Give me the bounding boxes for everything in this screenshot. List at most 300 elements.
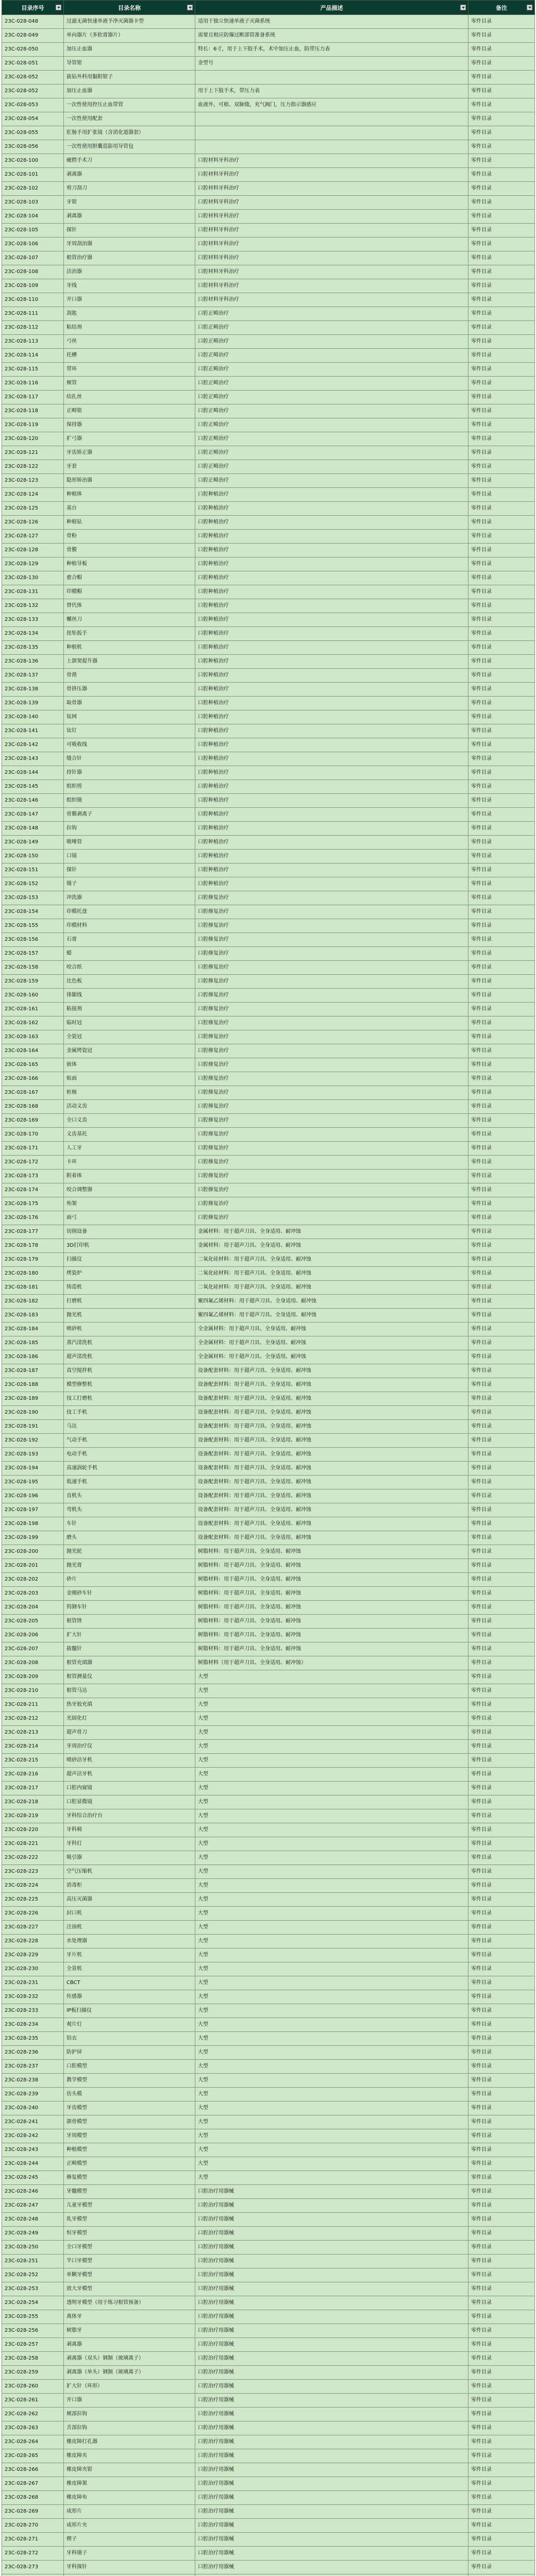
table-row[interactable]	[2, 1865, 535, 1879]
cell-name[interactable]: 口镜	[64, 850, 195, 863]
table-row[interactable]	[2, 2324, 535, 2338]
cell-remark[interactable]: 零件目录	[468, 1225, 535, 1239]
cell-description[interactable]: 大型	[195, 1754, 468, 1768]
cell-name[interactable]	[64, 2574, 195, 2576]
cell-code[interactable]: 23C-028-230	[2, 1962, 64, 1976]
table-row[interactable]	[2, 2060, 535, 2074]
cell-code[interactable]: 23C-028-131	[2, 585, 64, 599]
cell-code[interactable]: 23C-028-251	[2, 2255, 64, 2268]
cell-remark[interactable]: 零件目录	[468, 1030, 535, 1044]
cell-description[interactable]: 口腔种植治疗	[195, 794, 468, 808]
table-row[interactable]	[2, 1183, 535, 1197]
cell-code[interactable]: 23C-028-166	[2, 1072, 64, 1086]
cell-code[interactable]: 23C-028-231	[2, 1976, 64, 1990]
cell-name[interactable]: 牙科椅	[64, 1823, 195, 1837]
table-row[interactable]	[2, 1406, 535, 1420]
cell-code[interactable]: 23C-028-168	[2, 1100, 64, 1114]
cell-remark[interactable]: 零件目录	[468, 1211, 535, 1225]
cell-code[interactable]: 23C-028-186	[2, 1350, 64, 1364]
cell-name[interactable]: 高压灭菌器	[64, 1893, 195, 1907]
cell-name[interactable]: 橡皮障夹钳	[64, 2463, 195, 2477]
cell-description[interactable]: 口腔材料牙科治疗	[195, 182, 468, 196]
cell-description[interactable]: 口腔治疗用器械	[195, 2491, 468, 2505]
cell-name[interactable]: 种植模型	[64, 2143, 195, 2157]
table-row[interactable]	[2, 293, 535, 307]
cell-code[interactable]: 23C-028-175	[2, 1197, 64, 1211]
cell-description[interactable]: 大型	[195, 1684, 468, 1698]
cell-code[interactable]: 23C-028-127	[2, 530, 64, 544]
cell-remark[interactable]: 零件目录	[468, 1545, 535, 1559]
cell-code[interactable]: 23C-028-220	[2, 1823, 64, 1837]
table-row[interactable]	[2, 1615, 535, 1629]
table-row[interactable]	[2, 544, 535, 557]
cell-name[interactable]: 乳牙模型	[64, 2213, 195, 2227]
cell-remark[interactable]: 零件目录	[468, 154, 535, 168]
cell-name[interactable]: 上颌窦提升器	[64, 655, 195, 669]
cell-name[interactable]: 恒牙模型	[64, 2227, 195, 2241]
cell-remark[interactable]: 零件目录	[468, 544, 535, 557]
cell-remark[interactable]: 零件目录	[468, 1044, 535, 1058]
cell-remark[interactable]: 零件目录	[468, 2102, 535, 2115]
cell-description[interactable]: 大型	[195, 2115, 468, 2129]
cell-description[interactable]: 大型	[195, 2046, 468, 2060]
cell-name[interactable]: 透明牙模型（用于练习根管预备）	[64, 2296, 195, 2310]
table-row[interactable]	[2, 530, 535, 544]
cell-description[interactable]: 口腔修复治疗	[195, 919, 468, 933]
cell-description[interactable]: 树脂材料：用于超声刀具、全身适用、耐冲蚀	[195, 1642, 468, 1656]
cell-name[interactable]: 活动义齿	[64, 1100, 195, 1114]
cell-description[interactable]: 口腔种植治疗	[195, 669, 468, 683]
cell-name[interactable]: 正畸模型	[64, 2157, 195, 2171]
table-row[interactable]	[2, 1058, 535, 1072]
cell-code[interactable]: 23C-028-190	[2, 1406, 64, 1420]
cell-remark[interactable]: 零件目录	[468, 1170, 535, 1183]
cell-code[interactable]: 23C-028-243	[2, 2143, 64, 2157]
table-row[interactable]	[2, 1072, 535, 1086]
cell-description[interactable]: 树脂材料：用于超声刀具、全身适用、耐冲蚀	[195, 1601, 468, 1615]
cell-description[interactable]: 口腔治疗用器械	[195, 2561, 468, 2574]
table-row[interactable]	[2, 1726, 535, 1740]
cell-code[interactable]: 23C-028-100	[2, 154, 64, 168]
cell-code[interactable]: 23C-028-112	[2, 321, 64, 335]
cell-code[interactable]: 23C-028-136	[2, 655, 64, 669]
cell-remark[interactable]: 零件目录	[468, 961, 535, 975]
cell-remark[interactable]: 零件目录	[468, 863, 535, 877]
table-row[interactable]	[2, 1698, 535, 1712]
cell-remark[interactable]: 零件目录	[468, 669, 535, 683]
cell-description[interactable]: 口腔正畸治疗	[195, 460, 468, 474]
cell-code[interactable]: 23C-028-260	[2, 2380, 64, 2394]
table-row[interactable]	[2, 752, 535, 766]
cell-code[interactable]: 23C-028-106	[2, 238, 64, 251]
table-row[interactable]	[2, 766, 535, 780]
cell-description[interactable]: 二氧化硅材料：用于超声刀具、全身适用、耐冲蚀	[195, 1253, 468, 1267]
cell-remark[interactable]: 零件目录	[468, 251, 535, 265]
cell-description[interactable]: 口腔正畸治疗	[195, 335, 468, 349]
cell-name[interactable]: 卡环	[64, 1156, 195, 1170]
table-row[interactable]	[2, 29, 535, 43]
cell-remark[interactable]: 零件目录	[468, 502, 535, 516]
cell-description[interactable]: 口腔材料牙科治疗	[195, 279, 468, 293]
table-row[interactable]	[2, 2018, 535, 2032]
cell-remark[interactable]: 零件目录	[468, 1350, 535, 1364]
cell-name[interactable]: 拔钻外科用黏附钳子	[64, 71, 195, 84]
filter-dropdown-icon[interactable]	[187, 5, 193, 10]
table-row[interactable]	[2, 474, 535, 488]
cell-description[interactable]: 口腔种植治疗	[195, 544, 468, 557]
cell-description[interactable]	[195, 71, 468, 84]
cell-description[interactable]: 口腔种植治疗	[195, 738, 468, 752]
cell-description[interactable]	[195, 112, 468, 126]
cell-name[interactable]: 剥离器（双头）钢制（玻璃离子）	[64, 2352, 195, 2366]
cell-remark[interactable]: 零件目录	[468, 2185, 535, 2199]
table-row[interactable]	[2, 126, 535, 140]
cell-remark[interactable]: 零件目录	[468, 363, 535, 377]
cell-name[interactable]: 骨凿	[64, 669, 195, 683]
cell-name[interactable]: 仿头模	[64, 2088, 195, 2102]
cell-code[interactable]: 23C-028-241	[2, 2115, 64, 2129]
cell-description[interactable]: 口腔材料牙科治疗	[195, 293, 468, 307]
cell-remark[interactable]: 零件目录	[468, 850, 535, 863]
table-row[interactable]	[2, 404, 535, 418]
cell-name[interactable]: 面弓	[64, 1211, 195, 1225]
cell-remark[interactable]: 零件目录	[468, 1670, 535, 1684]
cell-code[interactable]: 23C-028-134	[2, 627, 64, 641]
cell-remark[interactable]: 零件目录	[468, 488, 535, 502]
table-row[interactable]	[2, 2115, 535, 2129]
cell-code[interactable]: 23C-028-213	[2, 1726, 64, 1740]
cell-description[interactable]: 口腔种植治疗	[195, 808, 468, 822]
table-row[interactable]	[2, 1489, 535, 1503]
table-row[interactable]	[2, 961, 535, 975]
cell-code[interactable]: 23C-028-124	[2, 488, 64, 502]
cell-description[interactable]: 口腔种植治疗	[195, 516, 468, 530]
cell-code[interactable]: 23C-028-056	[2, 140, 64, 154]
cell-name[interactable]: 粘接剂	[64, 1003, 195, 1016]
table-row[interactable]	[2, 1795, 535, 1809]
table-row[interactable]	[2, 2157, 535, 2171]
cell-description[interactable]: 口腔修复治疗	[195, 961, 468, 975]
cell-name[interactable]: 喷砂机	[64, 1323, 195, 1336]
table-row[interactable]	[2, 1128, 535, 1142]
cell-code[interactable]: 23C-028-212	[2, 1712, 64, 1726]
table-row[interactable]	[2, 307, 535, 321]
cell-description[interactable]: 大型	[195, 1962, 468, 1976]
cell-code[interactable]: 23C-028-207	[2, 1642, 64, 1656]
table-row[interactable]	[2, 1809, 535, 1823]
cell-code[interactable]: 23C-028-249	[2, 2227, 64, 2241]
cell-code[interactable]: 23C-028-259	[2, 2366, 64, 2380]
cell-description[interactable]: 大型	[195, 2171, 468, 2185]
cell-code[interactable]: 23C-028-194	[2, 1462, 64, 1476]
table-row[interactable]	[2, 710, 535, 724]
table-row[interactable]	[2, 1364, 535, 1378]
cell-remark[interactable]: 零件目录	[468, 432, 535, 446]
cell-description[interactable]: 口腔治疗用器械	[195, 2394, 468, 2408]
cell-code[interactable]: 23C-028-110	[2, 293, 64, 307]
cell-description[interactable]: 树脂材料：用于超声刀具、全身适用、耐冲蚀	[195, 1545, 468, 1559]
cell-name[interactable]: 骨膜	[64, 544, 195, 557]
cell-name[interactable]: 根管治疗器	[64, 251, 195, 265]
cell-code[interactable]: 23C-028-209	[2, 1670, 64, 1684]
cell-remark[interactable]: 零件目录	[468, 1239, 535, 1253]
cell-code[interactable]: 23C-028-170	[2, 1128, 64, 1142]
table-row[interactable]	[2, 2227, 535, 2241]
cell-description[interactable]: 大型	[195, 1893, 468, 1907]
table-row[interactable]	[2, 1434, 535, 1448]
table-row[interactable]	[2, 1295, 535, 1309]
cell-name[interactable]: 桩核	[64, 1086, 195, 1100]
cell-name[interactable]: 牙齿模型	[64, 2102, 195, 2115]
cell-code[interactable]: 23C-028-122	[2, 460, 64, 474]
cell-description[interactable]: 大型	[195, 1740, 468, 1754]
cell-description[interactable]: 口腔修复治疗	[195, 905, 468, 919]
table-row[interactable]	[2, 1573, 535, 1587]
table-row[interactable]	[2, 224, 535, 238]
cell-name[interactable]: 牙套	[64, 460, 195, 474]
cell-name[interactable]: 铸造机	[64, 1281, 195, 1295]
cell-name[interactable]: 气动手机	[64, 1434, 195, 1448]
cell-remark[interactable]: 零件目录	[468, 571, 535, 585]
cell-code[interactable]: 23C-028-248	[2, 2213, 64, 2227]
cell-code[interactable]: 23C-028-102	[2, 182, 64, 196]
table-row[interactable]	[2, 1016, 535, 1030]
table-row[interactable]	[2, 2449, 535, 2463]
cell-description[interactable]: 大型	[195, 1712, 468, 1726]
cell-name[interactable]: 拉钩	[64, 822, 195, 836]
cell-name[interactable]: 根管马达	[64, 1684, 195, 1698]
table-row[interactable]	[2, 683, 535, 697]
cell-remark[interactable]: 零件目录	[468, 1698, 535, 1712]
cell-name[interactable]: 保持器	[64, 418, 195, 432]
cell-remark[interactable]: 零件目录	[468, 1183, 535, 1197]
table-row[interactable]	[2, 2338, 535, 2352]
cell-description[interactable]: 口腔正畸治疗	[195, 307, 468, 321]
table-row[interactable]	[2, 2171, 535, 2185]
table-row[interactable]	[2, 2268, 535, 2282]
cell-code[interactable]: 23C-028-215	[2, 1754, 64, 1768]
cell-code[interactable]: 23C-028-258	[2, 2352, 64, 2366]
cell-remark[interactable]: 零件目录	[468, 1016, 535, 1030]
cell-name[interactable]: 蜡	[64, 947, 195, 961]
cell-name[interactable]: 橡皮障架	[64, 2477, 195, 2491]
cell-code[interactable]: 23C-028-253	[2, 2282, 64, 2296]
cell-code[interactable]: 23C-028-172	[2, 1156, 64, 1170]
cell-description[interactable]: 口腔种植治疗	[195, 780, 468, 794]
cell-remark[interactable]: 零件目录	[468, 1462, 535, 1476]
cell-description[interactable]: 口腔治疗用器械	[195, 2477, 468, 2491]
cell-description[interactable]: 口腔修复治疗	[195, 1058, 468, 1072]
table-row[interactable]	[2, 321, 535, 335]
cell-remark[interactable]: 零件目录	[468, 1323, 535, 1336]
cell-description[interactable]: 全金属材料：用于超声刀具、全身适用、耐冲蚀	[195, 1323, 468, 1336]
cell-description[interactable]: 口腔种植治疗	[195, 697, 468, 710]
cell-remark[interactable]: 零件目录	[468, 1267, 535, 1281]
cell-remark[interactable]: 零件目录	[468, 224, 535, 238]
cell-name[interactable]: 剥离器	[64, 210, 195, 224]
cell-name[interactable]: 钛钉	[64, 724, 195, 738]
cell-description[interactable]: 树脂材料：用于超声刀具、全身适用、耐冲蚀	[195, 1587, 468, 1601]
cell-description[interactable]: 口腔正畸治疗	[195, 363, 468, 377]
table-row[interactable]	[2, 738, 535, 752]
cell-remark[interactable]: 零件目录	[468, 1197, 535, 1211]
cell-remark[interactable]: 零件目录	[468, 418, 535, 432]
cell-code[interactable]: 23C-028-107	[2, 251, 64, 265]
cell-code[interactable]: 23C-028-235	[2, 2032, 64, 2046]
table-row[interactable]	[2, 1740, 535, 1754]
cell-code[interactable]: 23C-028-152	[2, 877, 64, 891]
table-row[interactable]	[2, 655, 535, 669]
cell-remark[interactable]: 零件目录	[468, 1851, 535, 1865]
cell-code[interactable]: 23C-028-159	[2, 975, 64, 989]
cell-remark[interactable]: 零件目录	[468, 98, 535, 112]
cell-code[interactable]: 23C-028-238	[2, 2074, 64, 2088]
cell-code[interactable]: 23C-028-158	[2, 961, 64, 975]
cell-remark[interactable]: 零件目录	[468, 1392, 535, 1406]
cell-remark[interactable]: 零件目录	[468, 335, 535, 349]
cell-code[interactable]: 23C-028-257	[2, 2338, 64, 2352]
cell-name[interactable]: 全口义齿	[64, 1114, 195, 1128]
cell-description[interactable]: 大型	[195, 1837, 468, 1851]
cell-code[interactable]: 23C-028-050	[2, 43, 64, 57]
table-row[interactable]	[2, 1114, 535, 1128]
cell-remark[interactable]: 零件目录	[468, 2519, 535, 2533]
table-row[interactable]	[2, 599, 535, 613]
cell-remark[interactable]: 零件目录	[468, 1768, 535, 1782]
cell-remark[interactable]: 零件目录	[468, 1754, 535, 1768]
table-row[interactable]	[2, 432, 535, 446]
cell-name[interactable]: 热牙胶充填	[64, 1698, 195, 1712]
column-header-remark[interactable]	[468, 1, 535, 15]
cell-description[interactable]: 口腔正畸治疗	[195, 474, 468, 488]
cell-remark[interactable]: 零件目录	[468, 2004, 535, 2018]
cell-name[interactable]: 剥离器	[64, 2338, 195, 2352]
table-row[interactable]	[2, 794, 535, 808]
cell-code[interactable]: 23C-028-129	[2, 557, 64, 571]
table-row[interactable]	[2, 877, 535, 891]
table-row[interactable]	[2, 154, 535, 168]
cell-code[interactable]: 23C-028-157	[2, 947, 64, 961]
cell-code[interactable]: 23C-028-182	[2, 1295, 64, 1309]
cell-name[interactable]: 观片灯	[64, 2018, 195, 2032]
cell-description[interactable]: 大型	[195, 1907, 468, 1921]
cell-code[interactable]: 23C-028-113	[2, 335, 64, 349]
cell-name[interactable]: 牙周治疗仪	[64, 1740, 195, 1754]
cell-name[interactable]: 铅衣	[64, 2032, 195, 2046]
cell-name[interactable]: 3D打印机	[64, 1239, 195, 1253]
cell-remark[interactable]: 零件目录	[468, 1559, 535, 1573]
table-row[interactable]	[2, 2435, 535, 2449]
cell-description[interactable]: 大型	[195, 1698, 468, 1712]
cell-name[interactable]: 牙科灯	[64, 1837, 195, 1851]
table-row[interactable]	[2, 15, 535, 29]
cell-remark[interactable]: 零件目录	[468, 1309, 535, 1323]
cell-remark[interactable]: 零件目录	[468, 112, 535, 126]
cell-remark[interactable]: 零件目录	[468, 2241, 535, 2255]
cell-code[interactable]: 23C-028-162	[2, 1016, 64, 1030]
cell-name[interactable]: 超声骨刀	[64, 1726, 195, 1740]
cell-name[interactable]: 单向器片（多软膏器片）	[64, 29, 195, 43]
cell-remark[interactable]: 零件目录	[468, 877, 535, 891]
table-row[interactable]	[2, 2143, 535, 2157]
cell-code[interactable]: 23C-028-242	[2, 2129, 64, 2143]
table-row[interactable]	[2, 1656, 535, 1670]
table-row[interactable]	[2, 2296, 535, 2310]
table-row[interactable]	[2, 2074, 535, 2088]
cell-description[interactable]: 口腔治疗用器械	[195, 2547, 468, 2561]
cell-name[interactable]: 金刚砂车针	[64, 1587, 195, 1601]
cell-name[interactable]: 带环	[64, 363, 195, 377]
cell-code[interactable]: 23C-028-269	[2, 2505, 64, 2519]
cell-code[interactable]: 23C-028-051	[2, 57, 64, 71]
cell-name[interactable]: 真空搅拌机	[64, 1364, 195, 1378]
cell-code[interactable]: 23C-028-132	[2, 599, 64, 613]
cell-remark[interactable]: 零件目录	[468, 1962, 535, 1976]
cell-description[interactable]: 口腔材料牙科治疗	[195, 154, 468, 168]
filter-dropdown-icon[interactable]	[527, 5, 532, 10]
cell-description[interactable]: 金属材料：用于超声刀具、全身适用、耐冲蚀	[195, 1239, 468, 1253]
cell-description[interactable]	[195, 126, 468, 140]
table-row[interactable]	[2, 1587, 535, 1601]
cell-name[interactable]: 模型修整机	[64, 1378, 195, 1392]
cell-code[interactable]: 23C-028-140	[2, 710, 64, 724]
table-row[interactable]	[2, 1044, 535, 1058]
table-row[interactable]	[2, 1837, 535, 1851]
cell-name[interactable]: 成形片	[64, 2505, 195, 2519]
cell-remark[interactable]: 零件目录	[468, 1281, 535, 1295]
table-row[interactable]	[2, 975, 535, 989]
cell-remark[interactable]: 零件目录	[468, 2088, 535, 2102]
table-row[interactable]	[2, 1976, 535, 1990]
cell-code[interactable]: 23C-028-143	[2, 752, 64, 766]
cell-description[interactable]: 血液外，可植、双脉缝，充气阀门，压力指示器感应	[195, 98, 468, 112]
cell-name[interactable]: 剪刀刮刀	[64, 182, 195, 196]
cell-code[interactable]: 23C-028-208	[2, 1656, 64, 1670]
cell-name[interactable]: 牙周模型	[64, 2129, 195, 2143]
cell-description[interactable]: 大型	[195, 1976, 468, 1990]
table-row[interactable]	[2, 1142, 535, 1156]
cell-code[interactable]: 23C-028-165	[2, 1058, 64, 1072]
table-row[interactable]	[2, 488, 535, 502]
cell-remark[interactable]: 零件目录	[468, 780, 535, 794]
cell-description[interactable]: 口腔修复治疗	[195, 1197, 468, 1211]
cell-name[interactable]: 殆架	[64, 1197, 195, 1211]
cell-code[interactable]: 23C-028-252	[2, 2268, 64, 2282]
table-row[interactable]	[2, 1517, 535, 1531]
filter-dropdown-icon[interactable]	[460, 5, 466, 10]
cell-name[interactable]: 修复模型	[64, 2171, 195, 2185]
cell-description[interactable]: 口腔治疗用器械	[195, 2213, 468, 2227]
cell-remark[interactable]: 零件目录	[468, 1058, 535, 1072]
cell-remark[interactable]: 零件目录	[468, 2268, 535, 2282]
cell-remark[interactable]: 零件目录	[468, 1948, 535, 1962]
cell-name[interactable]: 探针	[64, 863, 195, 877]
cell-remark[interactable]: 零件目录	[468, 808, 535, 822]
cell-remark[interactable]: 零件目录	[468, 1782, 535, 1795]
filter-dropdown-icon[interactable]	[56, 5, 61, 10]
table-row[interactable]	[2, 1782, 535, 1795]
cell-description[interactable]: 口腔修复治疗	[195, 1100, 468, 1114]
cell-remark[interactable]: 零件目录	[468, 2547, 535, 2561]
table-row[interactable]	[2, 850, 535, 863]
cell-code[interactable]: 23C-028-188	[2, 1378, 64, 1392]
cell-description[interactable]: 口腔修复治疗	[195, 1044, 468, 1058]
cell-description[interactable]: 大型	[195, 1990, 468, 2004]
cell-code[interactable]: 23C-028-115	[2, 363, 64, 377]
cell-code[interactable]: 23C-028-171	[2, 1142, 64, 1156]
cell-name[interactable]: 超声洁牙机	[64, 1768, 195, 1782]
cell-remark[interactable]: 零件目录	[468, 1295, 535, 1309]
